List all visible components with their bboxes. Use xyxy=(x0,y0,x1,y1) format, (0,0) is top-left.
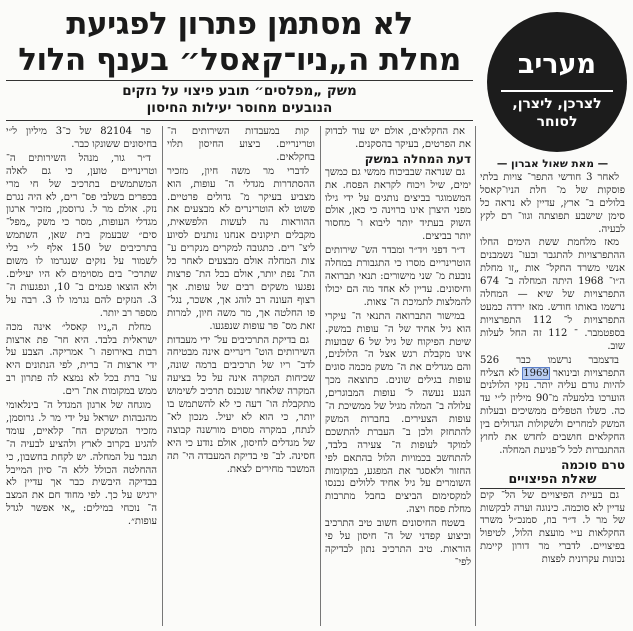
logo-title: מעריב xyxy=(517,49,597,80)
column-4-paragraph: פר 82104 של כ־3 מיליון ל״י בחיסונים ששונקו כבר. xyxy=(6,126,157,150)
paragraph-text: בדצמבר נרשמו כבר 526 התפרצויות ובינואר xyxy=(480,354,625,379)
headline-line-1: לא מסתמן פתרון לפגיעת xyxy=(66,6,413,42)
section-heading: טרם סוכמה xyxy=(561,457,625,472)
column-4 xyxy=(6,126,157,626)
column-1-paragraph: מאז מלחמת ששת הימים החלו ההתפרצויות להתגבר ובעו־ נשמבנים אנשי משרד החקל־ אות „זו מחלת ה״ו־ 1968 היתה המחלה ב־ 674 התפרצויות של שיא — המחלה נרשמו באותו חודש. מאז ירדה כמעט התפרצויות ל־ 112 התפרצויות בספטמבר. ־ 112 זה החל לעלות שוב. xyxy=(480,237,625,352)
column-2-paragraph: בשטח החיסונים חשוב טיב התרכיב וביצוע קפדני של ה־ חיסון על פי הוראות. טיב התרכיב נתון לבדיקה לפי־ xyxy=(325,518,471,568)
column-2 xyxy=(325,126,471,626)
byline: — מאת שאול אברון — xyxy=(496,158,609,170)
column-3-paragraph: לדברי מר משה חיון, מזכיר ההסתדרות מגדלי ה־ עופות, הוא מצביע בעיקר מ־ גדולים פרטיים. פשוט לא הוטרינרים לא מבצעים את ההוראות נה לעשות הלפשאית, מקבלים תיקונים אנחנו נותנים לסיוע ליצ־ רים. כתגובה למקרים מנקרים ע־ צות המחלה אולם מבצעים לאחר כל הת־ נפת יותר, אולם בכל הת־ פרצות נפגעו משקים רבים של עופות. אך רצוף העונה רב לוהג אך, אשכר, נגל־ פו החלטה אך, מר משה חיון, למרות זאת מס־ פר עופות שנפגעו. xyxy=(167,165,315,332)
column-1-paragraph: גם בעיית הפיצויים של הל־ קים עדיין לא סוכמה. כינוגה וערה לבקשות של מר ל. ד״ר בוז, סמנכ״ל משרד החקלאות ע״י מועצת הלול, לטיפול בפיצויים. לדברי מר דורון קיימת נכונות עקרונית לפצות xyxy=(480,489,625,566)
column-1-paragraph: לאחר 3 חודשי התפר־ צויות בלתי פוסקות של מ־ חלת הניו־קאסל בלולים ב־ ארץ, עדיין לא נראה כל סימן שישבע תפוצתה וגוו־ רם לקץ לבעיה. xyxy=(480,171,625,235)
column-3-paragraph: גם בדיקת התרכיבים על־ ידי מעבדות השירותים הוט־ רינריים אינה מבטיחה לדב־ ריו של תרכיבים ברמה שונה, שכיחות המקרה אינה על כל בציעה המקרה שלאחר שנכנס תרכיב לשימוש מתקבלת הו־ דעה כי לא להשתמש בו יותר, כי הוא לא יעיל. מנכון לא־ לנתח, במקרה מסוים מורשנה קבוצה של מגדלים לחיסון, אולם נודע כי היא חסינה. לב־ פי בדיקת המעבדה הי־ תה המשבר מחירים לצאת. xyxy=(167,334,315,475)
column-3-paragraph: קות במעבדות השירותים ה־ וטרינריים. ביצוע החיסון תלוי בחקלאים. xyxy=(167,126,315,163)
logo-subtitle: לצרכן, ליצרן, לסוחר xyxy=(501,90,613,131)
column-1 xyxy=(480,158,625,626)
column-divider xyxy=(320,126,321,626)
column-4-paragraph: מוגחה של ארגון המגדל ה־ בינלאומי מהגבהות ישראל על ידי מר ל. גרוסמן, מזכיר המשקים הח־ קלאיים, עומד להגיע בקרוב לארץ ולהציע לבעיה ה־ תגבר על המחלה. יש לקחת בחשבון, כי ההחלטה הכולל ללא ה־ סיון המייבל בבדיקה היבשית כבר אך עדיין לא ירגיש על כך. לפי מחוד חם את המצב ה־ נוכחי במילים: „אי אפשר לגדל עופות״. xyxy=(6,400,157,528)
column-divider xyxy=(475,126,476,626)
paragraph-text: לא הצליח להיות גורם עליה יותר. נזקי הלולנים הוערכו בלמעלה מ־90 מיליון ל״י עד כה. כשלו הטפלים ממשיכים ובעלות המשק למחרים ולשקולות הגדולים בין החקלאים חושבים לחדש את לחוץ ההתגברות לכל ל־פגיעת המחלה. xyxy=(480,367,625,456)
subheadline xyxy=(6,83,473,117)
column-2-paragraph: גם שנראה שבביכוח ממשי גם כמשך ימים, שיל ויכוח לקראת הפסח. את המשמוגר בביצים נותגים על ידי גילו מפני היצרן אינו ברוינה כי כאן, אולם השוק בעתיד יותר ליבוא ו־ מחסור יותר בביצים. xyxy=(325,166,471,243)
subheadline-line-2: הנובעים מחוסר יעילות החיסון xyxy=(146,100,333,116)
column-2-paragraph: ד״ר דפני ויד״ר ומבדר הש־ שירותים הוטרינריים מסרו כי התגבורת במחלה נובעת מ־ שני מישורים: תנאי תברואה וחיסונים. עדיין לא אחד מה הם יכולו להמלצות לתמיכת ה־ צאות. xyxy=(325,245,471,308)
column-2-paragraph: את החקלאים, אולם יש עוד לבדוק את הפרטים, בעיקר בהסקנים. xyxy=(325,126,471,150)
column-1-paragraph xyxy=(480,355,625,458)
subheadline-line-1: משק „מפלסים״ תובע פיצוי על נזקים xyxy=(122,83,357,99)
column-2-paragraph: במישור התברואה התנאי ה־ עיקרי הוא גיל אחיד של ה־ עופות במשק. שיטת הפיקוח של גיל של 6 שבועות אינו מקבלת רגש אצל ה־ הלולנים, והם מגדלים את ה־ משק מכמה סוגים עופות בגילים שונים. כתוצאה מכך הנגע נעשה ל־ עופות המבוגרים, עלולה ב־ המלה מגיל של ממשיכת ה־ עופות הצעירים. בחברות המשק להתחזק ולכן ב־ העברת להתשכם למוקד לעופות ה־ צעירה בלבד, להתחשב בכמויות הלול בהתאם לפי החזור ולאסגר את המפגע, במקומות השומרים על גיל אחיד ללולים נכנסו למקסימום הביצים בחבל מתרבות מחלת פסח ויצה. xyxy=(325,310,471,516)
column-3 xyxy=(167,126,315,626)
maariv-logo xyxy=(487,12,627,152)
headline xyxy=(6,6,473,78)
subhead-rule xyxy=(6,120,473,121)
column-divider xyxy=(162,126,163,626)
section-heading: דעת המחלה במשק xyxy=(364,151,471,166)
headline-rule xyxy=(6,80,473,81)
column-4-paragraph: ד״ר גור, מנהל השירותים ה־ וטרינריים טוען, כי גם לאלה המשתמשים בתרכיב של חי מרי בכפרים בשלבי פס־ רים, לא היה נגרם נזק. אולם מר ל. גרוסמן, מזכיר ארגון מגדלי העופות, מסר כי משק „מפל־ סים״ שבעמק בית שאן, השתמש בתרכיבים של 150 אלף ל״י בלי לשמור על נזקים שנגרמו לו משום שתרכי־ בים מסוימים לא היו יעילים. ולא הוצאו פגמים ב־ 10, ונפגעות ה־ 3. הנזקים להם נגרמו לו 3. רבה על מספר רב יותר. xyxy=(6,152,157,319)
column-4-paragraph: מחלת ה„ניו קאסל״ אינה מכה ישראלית בלבד. היא חר־ פת ארצות רבות באירופה ו־ אמריקה. הצבע על ידי ארצות ה־ ברית, לפי הנתונים היא עו־ ברת בכל לא נמצא לה פתרון רב ממש במקומות את־ רים. xyxy=(6,321,157,398)
section-heading: שאלת הפיצויים xyxy=(480,473,625,489)
headline-line-2: מחלת ה„ניו־קאסל״ בענף הלול xyxy=(18,42,461,78)
highlighted-year: 1969 xyxy=(523,367,549,379)
